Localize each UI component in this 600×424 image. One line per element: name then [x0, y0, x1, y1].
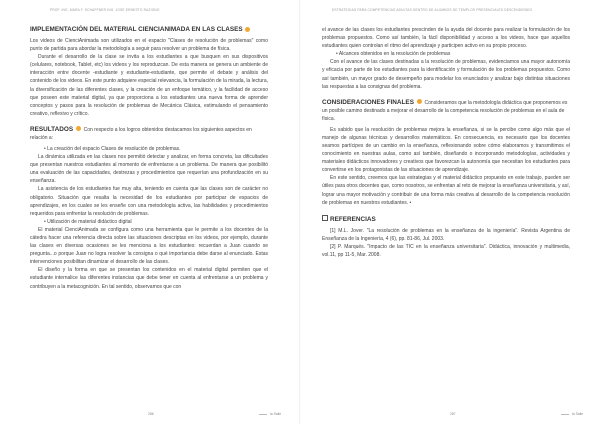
- list-item-text: La creación del espacio Clases de resolución de problemas.: [47, 145, 181, 152]
- bullet-dot-icon: [76, 126, 81, 131]
- brand-footer: [256, 412, 281, 416]
- right-column: [322, 26, 570, 259]
- heading-text: IMPLEMENTACIÓN DEL MATERIAL CIENCIANIMADA EN LAS CLASES: [30, 26, 243, 33]
- list-item: • Alcances obtenidos en la resolución de problemas: [336, 51, 451, 58]
- paragraph: Con el avance de las clases destinadas a la resolución de problemas, evidenciamos una mayor autonomía y eficacia por parte de los estudiantes para la identificación y formulación de los problemas propuestos. Como así también, un mayor grado de desempeño para modelar los enunciados y analizar bajo distintas situaciones las respuestas a las consignas del problema.: [322, 59, 570, 90]
- list-item-text: Utilización de material didáctico digital: [47, 218, 132, 225]
- section-heading-final: [322, 99, 570, 123]
- reference-item: [1] M.L. Jover. "La resolución de problemas en la enseñanza de la ingeniería". Revista Argentina de Enseñanza de la Ingeniería, 4 (6), pp. 81-86, Jul. 2003.: [322, 227, 570, 242]
- list-item: • La creación del espacio Clases de resolución de problemas.: [44, 145, 181, 152]
- list-item: • Utilización de material didáctico digital: [44, 218, 132, 225]
- running-header-right: ESTRATEGIAS PARA COMPETENCIAS ADULTAS DENTRO DE ALUMNOS DE TEMPLOS PRESENCIALES DESCENDIENDO: [332, 8, 533, 12]
- paragraph: Los videos de CienciAnimada son utilizados en el espacio "Clases de resolución de problemas" como punto de partida para abordar la metodología a seguir para resolver un problema de física.: [30, 38, 268, 53]
- page-number: 287: [450, 412, 456, 416]
- reference-item: [2] P. Marqués. "Impacto de las TIC en la enseñanza universitaria". Didáctica, innovación y multimedia, vol.11, pp 11-5, Mar. 2008.: [322, 243, 570, 258]
- heading-text: CONSIDERACIONES FINALES: [322, 98, 414, 106]
- square-bullet-icon: [322, 215, 328, 221]
- paragraph: Con respecto a los logros obtenidos destacamos los siguientes aspectos en relación a:: [30, 126, 252, 141]
- section-heading-references: [322, 215, 570, 224]
- brand-text: la Salle: [270, 412, 282, 416]
- paragraph: En este sentido, creemos que las estrategias y el material didáctico propuesto en este trabajo, pueden ser útiles para otros docentes que, como nosotros, se enfrentan al reto de mejorar la enseñanza universitaria, y así, lograr una mayor motivación y contribuir de una forma más creativa al desarrollo de la competencia resolución de problemas en nuestros estudiantes. •: [322, 175, 570, 206]
- list-item-text: Alcances obtenidos en la resolución de problemas: [338, 51, 451, 58]
- running-header-left: PROF. ING. MARA F. SCHAFFNER ING. JOSE ERNESTO RAZIONO: [50, 8, 160, 12]
- section-heading-implementation: [30, 26, 268, 34]
- brand-text: la Salle: [572, 412, 584, 416]
- paragraph: Durante el desarrollo de la clase se invita a los estudiantes a que busquen en sus dispositivos (celulares, notebook, Tablet, etc) los videos y los reproduzcan. De esta manera se genera un ambiente de interacción entre docente -estudiante y estudiante-estudiante, que permite el debate y análisis del contenido de los videos. En este punto adquiere especial relevancia, la formulación de la mirada, la lectura, la diversificación de las diferentes clases, y la creación de un enfoque temático, y la facilidad de acceso que poseen este material digital, ya que proporciona a los estudiantes una nueva forma de aprender conceptos y pasos para la resolución de problemas de Mecánica Clásica, estimulando el pensamiento creativo, reflexivo y crítico.: [30, 54, 268, 117]
- paragraph: La dinámica utilizada en las clases nos permitió detectar y analizar, en forma concreta, las dificultades que presentan nuestros estudiantes al momento de enfrentarse a un problema. De manera que posibilitó una evaluación de las capacidades, destrezas y procedimientos que requerían una profundización en su enseñanza.: [30, 154, 268, 185]
- heading-text: REFERENCIAS: [330, 215, 376, 223]
- page-number: 286: [148, 412, 154, 416]
- right-page: [300, 0, 600, 424]
- section-heading-results: [30, 126, 268, 142]
- paragraph: el avance de las clases los estudiantes prescinden de la ayuda del docente para realizar la formulación de los problemas propuestos. Como así también, la fácil disponibilidad y acceso a los videos, hace que aquellos estudiantes quien controlan el ritmo del aprendizaje y participen activo en su propio proceso.: [322, 27, 570, 50]
- paragraph: El diseño y la forma en que se presentan los contenidos en el material digital permiten que el estudiante internalice las diferentes instancias que debe tener en cuenta al enfrentarse a un problema y contribuyen a la metacognición. En tal sentido, observamos que con: [30, 267, 268, 290]
- heading-text: RESULTADOS: [30, 125, 74, 133]
- paragraph: Consideramos que la metodología didáctica que proponemos es un posible camino destinado a mejorar el desarrollo de la competencia resolución de problemas en el aula de física.: [322, 99, 568, 122]
- paragraph: Es sabido que la resolución de problemas mejora la enseñanza, si se la percibe como algo más que el manejo de algunas técnicas y desarrollos matemáticos. En consecuencia, es necesario que los docentes seamos partícipes de un cambio en la enseñanza, reflexionando sobre cómo elaboramos y transmitimos el conocimiento en nuestras aulas, como así también, diseñando o incorporando metodologías, actividades y materiales didácticos innovadores y creativos que favorezcan la autonomía que necesitan los estudiantes para convertirse en los protagonistas de las situaciones de aprendizaje.: [322, 126, 570, 174]
- paragraph: El material CienciAnimada se configura como una herramienta que le permite a los docentes de la cátedra hacer una referencia directa sobre las situaciones descriptas en los videos, por ejemplo, durante las clases en diversas ocasiones se les menciona a los estudiantes: recuerdan a Juan cuando se pregunta...o porque Juan no logra resolver la consigna o qué importancia debe darse al enunciado. Estas intervenciones posibilitan dinamizar el desarrollo de las clases.: [30, 226, 268, 266]
- bullet-dot-icon: [417, 99, 422, 104]
- brand-footer: [558, 412, 583, 416]
- bullet-dot-icon: [245, 27, 250, 32]
- paragraph: La asistencia de los estudiantes fue muy alta, teniendo en cuenta que las clases son de carácter no obligatorio. Situación que resalta la necesidad de los estudiantes por participar de espacios de aprendizajes, en los cuales se les enseñe con una metodología activa, las habilidades y procedimientos requeridos para enfrentar la resolución de problemas.: [30, 186, 268, 217]
- left-column: [30, 26, 268, 291]
